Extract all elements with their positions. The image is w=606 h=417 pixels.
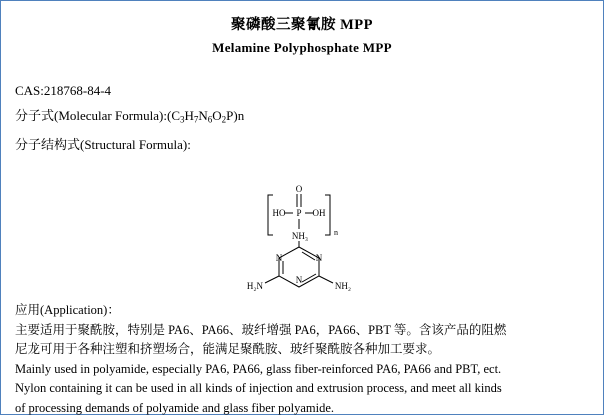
structure-label-o-top: O [295,184,303,195]
title-block [15,15,589,58]
info-block [15,80,589,155]
formula-o: O [212,108,222,123]
structure-label-n-bottom: N [295,275,303,286]
application-chinese-line-2: 尼龙可用于各种注塑和挤塑场合，能满足聚酰胺、玻纤聚酰胺各种加工要求。 [15,341,441,356]
structure-label-n-left: N [275,253,283,264]
application-label: 应用(Application)： [15,303,120,318]
title-english: Melamine Polyphosphate MPP [212,40,392,55]
structure-label-nh3: NH₃ [291,231,309,242]
structure-label-p: P [296,208,302,219]
formula-h: H [184,108,194,123]
document-body [1,1,603,417]
formula-sub-6: 6 [207,114,213,125]
structure-label-n-right: N [315,253,323,264]
structure-label-oh: OH [312,208,326,219]
molecular-formula [15,105,589,130]
structural-formula-label: 分子结构式(Structural Formula): [15,137,191,153]
structural-formula-diagram [15,173,589,293]
structure-label-ho: HO [272,208,286,219]
formula-suffix: P)n [226,108,245,123]
title-chinese: 聚磷酸三聚氰胺 MPP [230,17,374,33]
application-chinese-line-1: 主要适用于聚酰胺，特别是 PA6、PA66、玻纤增强 PA6，PA66、PBT 等。含该产品的阻燃 [15,322,507,337]
formula-prefix: 分子式(Molecular Formula):(C [15,108,180,123]
cas-number: CAS:218768-84-4 [15,83,112,98]
structure-label-n-subscript: n [334,228,338,238]
formula-sub-7: 7 [193,114,199,125]
structure-label-nh2: NH₂ [334,281,352,292]
structure-label-h2n: H₂N [246,281,264,292]
formula-sub-3: 3 [180,114,185,125]
chemical-structure-icon [207,173,397,291]
formula-sub-2: 2 [221,114,227,125]
application-block [15,301,589,417]
application-english-line-1: Mainly used in polyamide, especially PA6, PA66, glass fiber-reinforced PA6, PA66 and PBT, ect. [15,361,502,376]
application-english-line-2: Nylon containing it can be used in all kinds of injection and extrusion process, and meet all kinds [15,381,502,396]
application-english-line-3: of processing demands of polyamide and glass fiber polyamide. [15,400,335,415]
formula-n: N [198,108,208,123]
